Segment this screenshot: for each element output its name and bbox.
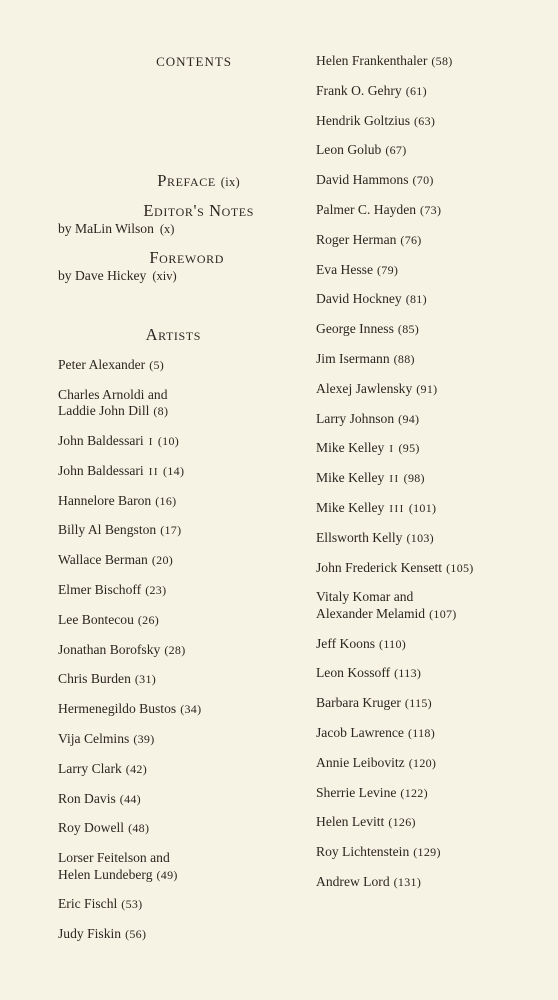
toc-entry-page: (110) [379,636,407,651]
toc-entry-name [316,232,422,249]
toc-entry-page: (118) [407,725,435,740]
toc-entry-page: (131) [393,874,422,889]
toc-entry [316,500,436,518]
toc-entry-name [316,381,437,398]
toc-entry [316,560,474,577]
toc-entry-name [316,725,435,742]
toc-entry-name [316,874,421,891]
toc-entry-page: (42) [125,761,147,776]
toc-entry-text: Leon Kossoff [316,665,391,681]
editors-byline-text: by MaLin Wilson [58,221,154,236]
toc-entry-name [316,470,425,488]
toc-entry-page: (8) [153,404,169,419]
toc-entry-text: Helen Levitt [316,814,385,830]
toc-entry-name [316,291,427,308]
toc-entry-name [316,785,428,802]
toc-entry-text: Chris Burden [58,671,131,687]
toc-entry [58,357,164,374]
toc-entry-name [58,612,159,629]
toc-entry-text: Helen Lundeberg [58,866,153,882]
foreword-byline [58,267,177,285]
toc-entry [316,665,421,682]
toc-entry [58,671,156,688]
toc-entry-page: (28) [164,642,186,657]
toc-entry [316,470,425,488]
editors-notes-byline [58,220,174,238]
toc-entry [58,493,176,510]
toc-entry-text: John Baldessari [58,432,144,448]
toc-entry-page: (39) [133,731,155,746]
toc-entry-text: Frank O. Gehry [316,82,402,98]
toc-entry-name [316,172,434,189]
toc-entry [58,522,181,539]
toc-entry-text: Sherrie Levine [316,784,397,800]
foreword-title: Foreword [149,248,224,267]
toc-entry-numeral: I [148,435,154,448]
toc-entry-page: (95) [398,441,420,456]
toc-entry [58,582,166,599]
toc-entry-page: (44) [119,791,141,806]
toc-entry-text: John Frederick Kensett [316,559,443,575]
toc-entry [316,321,419,338]
toc-entry-page: (58) [431,54,453,68]
toc-entry [316,440,420,458]
toc-entry [58,926,146,943]
toc-entry-page: (103) [406,530,434,545]
toc-entry-page: (48) [128,821,150,836]
toc-entry-name [58,850,178,867]
contents-title: contents [156,51,232,71]
toc-entry-text: Leon Golub [316,142,382,158]
toc-entry-page: (76) [400,232,422,247]
toc-entry-text: Larry Clark [58,760,122,776]
toc-entry-name [58,493,176,510]
toc-entry [316,844,441,861]
toc-entry-page: (17) [160,523,182,538]
toc-entry-text: Peter Alexander [58,357,146,372]
toc-entry [58,433,179,451]
toc-entry-name [316,321,419,338]
toc-entry-text: Mike Kelley [316,500,385,515]
toc-entry [316,530,434,547]
toc-entry-page: (91) [416,381,438,396]
toc-entry-text: Jeff Koons [316,635,376,651]
toc-entry [58,820,149,837]
toc-entry-text: Helen Frankenthaler [316,53,428,68]
toc-entry-name [316,636,406,653]
toc-entry-page: (20) [151,553,174,568]
toc-entry-name [58,582,166,599]
toc-entry [316,785,428,802]
toc-entry-name [58,820,149,837]
toc-entry-text: Larry Johnson [316,410,395,426]
toc-entry-name [316,530,434,547]
preface-heading [58,171,240,192]
preface-title: Preface [157,171,216,190]
editors-notes-page: (x) [159,222,175,236]
toc-entry-name [58,387,168,404]
toc-entry-text: Jonathan Borofsky [58,641,161,657]
toc-entry [316,755,436,772]
toc-entry-text: Roy Lichtenstein [316,844,410,860]
toc-entry-page: (63) [414,113,436,128]
editors-notes-title: Editor's Notes [143,201,254,220]
toc-entry-text: Charles Arnoldi and [58,386,168,402]
toc-entry [316,589,457,622]
toc-entry [316,53,453,70]
toc-entry-page: (88) [393,352,415,366]
toc-entry-name [316,262,398,279]
toc-entry-name [58,522,181,539]
toc-entry-text: John Baldessari [58,462,144,478]
toc-entry-page: (67) [385,143,407,158]
toc-entry-text: Roger Herman [316,231,397,247]
toc-entry [316,814,416,831]
toc-entry-page: (14) [163,463,185,478]
toc-entry [58,552,173,569]
toc-entry-name [58,701,201,718]
toc-entry-text: Ron Davis [58,790,116,806]
editors-notes-heading [58,201,254,221]
toc-entry [316,142,407,159]
toc-entry [316,232,422,249]
toc-entry-name [316,411,419,428]
toc-entry-numeral: III [389,503,405,515]
toc-entry-page: (126) [388,815,416,830]
toc-entry-text: Eric Fischl [58,896,118,912]
toc-entry [316,351,415,368]
toc-entry-page: (107) [429,606,457,621]
toc-entry-page: (56) [125,927,147,942]
toc-entry [316,695,432,712]
toc-entry [316,202,441,219]
toc-entry-text: Hendrik Goltzius [316,112,411,128]
toc-entry [316,262,398,279]
toc-entry-name [316,755,436,772]
toc-entry-text: Billy Al Bengston [58,522,157,538]
toc-entry-name [316,814,416,831]
toc-entry-text: Vitaly Komar and [316,589,414,605]
toc-entry-name [316,500,436,518]
toc-entry-page: (79) [377,262,399,277]
toc-entry-page: (61) [405,83,427,98]
toc-entry [58,612,159,629]
toc-entry-text: Hermenegildo Bustos [58,701,177,717]
toc-entry [58,463,184,481]
toc-entry-text: Lorser Feitelson and [58,850,170,866]
toc-entry-text: Ellsworth Kelly [316,529,403,545]
toc-entry-numeral: II [148,465,160,478]
toc-entry [316,636,406,653]
artists-heading [58,325,201,345]
toc-entry-name [316,53,453,70]
toc-entry-name [316,589,457,606]
toc-entry-text: Alexej Jawlensky [316,380,413,396]
toc-entry-name [58,642,186,659]
toc-entry-name [316,695,432,712]
toc-entry-text: Alexander Melamid [316,605,426,621]
toc-entry [316,291,427,308]
toc-entry-text: Wallace Berman [58,552,148,568]
toc-entry [58,761,147,778]
toc-entry-page: (94) [398,411,420,426]
toc-entry-text: George Inness [316,321,394,337]
toc-entry-page: (122) [400,785,428,800]
toc-entry [316,381,437,398]
toc-entry-page: (101) [408,501,437,515]
toc-entry-text: Vija Celmins [58,730,130,746]
toc-entry [58,387,168,420]
artists-title: Artists [145,325,201,344]
toc-entry-page: (5) [149,358,165,372]
toc-entry-text: Judy Fiskin [58,926,122,942]
toc-entry [316,172,434,189]
toc-entry [58,642,186,659]
toc-entry-page: (26) [137,612,160,627]
toc-entry-page: (81) [405,292,427,307]
foreword-page: (xiv) [152,269,177,283]
toc-entry-text: Palmer C. Hayden [316,202,417,217]
toc-entry-page: (34) [180,702,202,717]
toc-entry-text: Laddie John Dill [58,403,150,419]
toc-entry-page: (85) [397,322,420,337]
toc-entry-name [316,560,474,577]
toc-entry [58,701,201,718]
toc-entry-text: Elmer Bischoff [58,581,142,597]
toc-entry-name [316,113,435,130]
toc-entry-page: (49) [156,867,178,882]
toc-entry [316,113,435,130]
toc-entry-page: (70) [412,173,434,188]
toc-entry-page: (129) [413,845,441,860]
toc-entry-page: (98) [403,471,425,486]
toc-entry-text: Jim Isermann [316,351,390,366]
toc-entry-name [58,552,173,569]
foreword-byline-text: by Dave Hickey [58,268,147,283]
toc-entry-text: David Hockney [316,291,402,307]
toc-entry [316,83,427,100]
toc-entry-name [316,202,441,219]
toc-entry-text: Hannelore Baron [58,492,152,508]
toc-entry-page: (73) [420,203,442,217]
toc-entry [58,896,142,913]
toc-entry-text: Barbara Kruger [316,695,401,711]
toc-entry-text: David Hammons [316,172,409,188]
toc-entry-name [58,926,146,943]
toc-entry-name [316,665,421,682]
toc-entry [316,874,421,891]
toc-entry-name [58,867,178,884]
toc-entry-name [316,351,415,368]
toc-entry-name [316,440,420,458]
toc-entry-name [316,606,457,623]
toc-entry-name [316,142,407,159]
toc-entry-page: (53) [121,897,143,912]
toc-entry-page: (31) [134,672,157,687]
toc-entry [58,850,178,883]
toc-entry-page: (10) [157,433,180,448]
toc-entry-page: (16) [155,493,177,508]
preface-page: (ix) [220,175,240,189]
toc-entry-text: Mike Kelley [316,440,385,456]
toc-entry [316,725,435,742]
toc-entry-name [58,463,184,481]
toc-entry-name [316,83,427,100]
toc-entry-name [58,896,142,913]
toc-entry-name [58,731,155,748]
toc-entry-name [58,433,179,451]
toc-entry-page: (23) [145,582,167,597]
toc-entry-text: Eva Hesse [316,261,373,277]
toc-entry-text: Jacob Lawrence [316,724,404,740]
toc-entry-text: Annie Leibovitz [316,754,405,770]
toc-entry-name [58,357,164,374]
toc-entry-name [58,671,156,688]
toc-entry-text: Mike Kelley [316,470,385,486]
foreword-heading [58,248,224,268]
toc-entry-numeral: II [389,473,400,486]
toc-entry-text: Andrew Lord [316,873,390,889]
contents-heading [58,51,232,71]
toc-entry [58,791,141,808]
toc-entry-page: (120) [408,755,437,770]
toc-entry [316,411,419,428]
toc-entry-numeral: I [389,443,395,456]
toc-entry-text: Lee Bontecou [58,611,134,627]
toc-entry-name [316,844,441,861]
toc-entry-page: (115) [404,696,432,711]
toc-entry-text: Roy Dowell [58,820,125,836]
toc-entry-page: (113) [394,666,422,681]
toc-entry [58,731,155,748]
toc-entry-name [58,761,147,778]
toc-entry-name [58,791,141,808]
toc-entry-name [58,403,168,420]
toc-entry-page: (105) [446,560,474,575]
